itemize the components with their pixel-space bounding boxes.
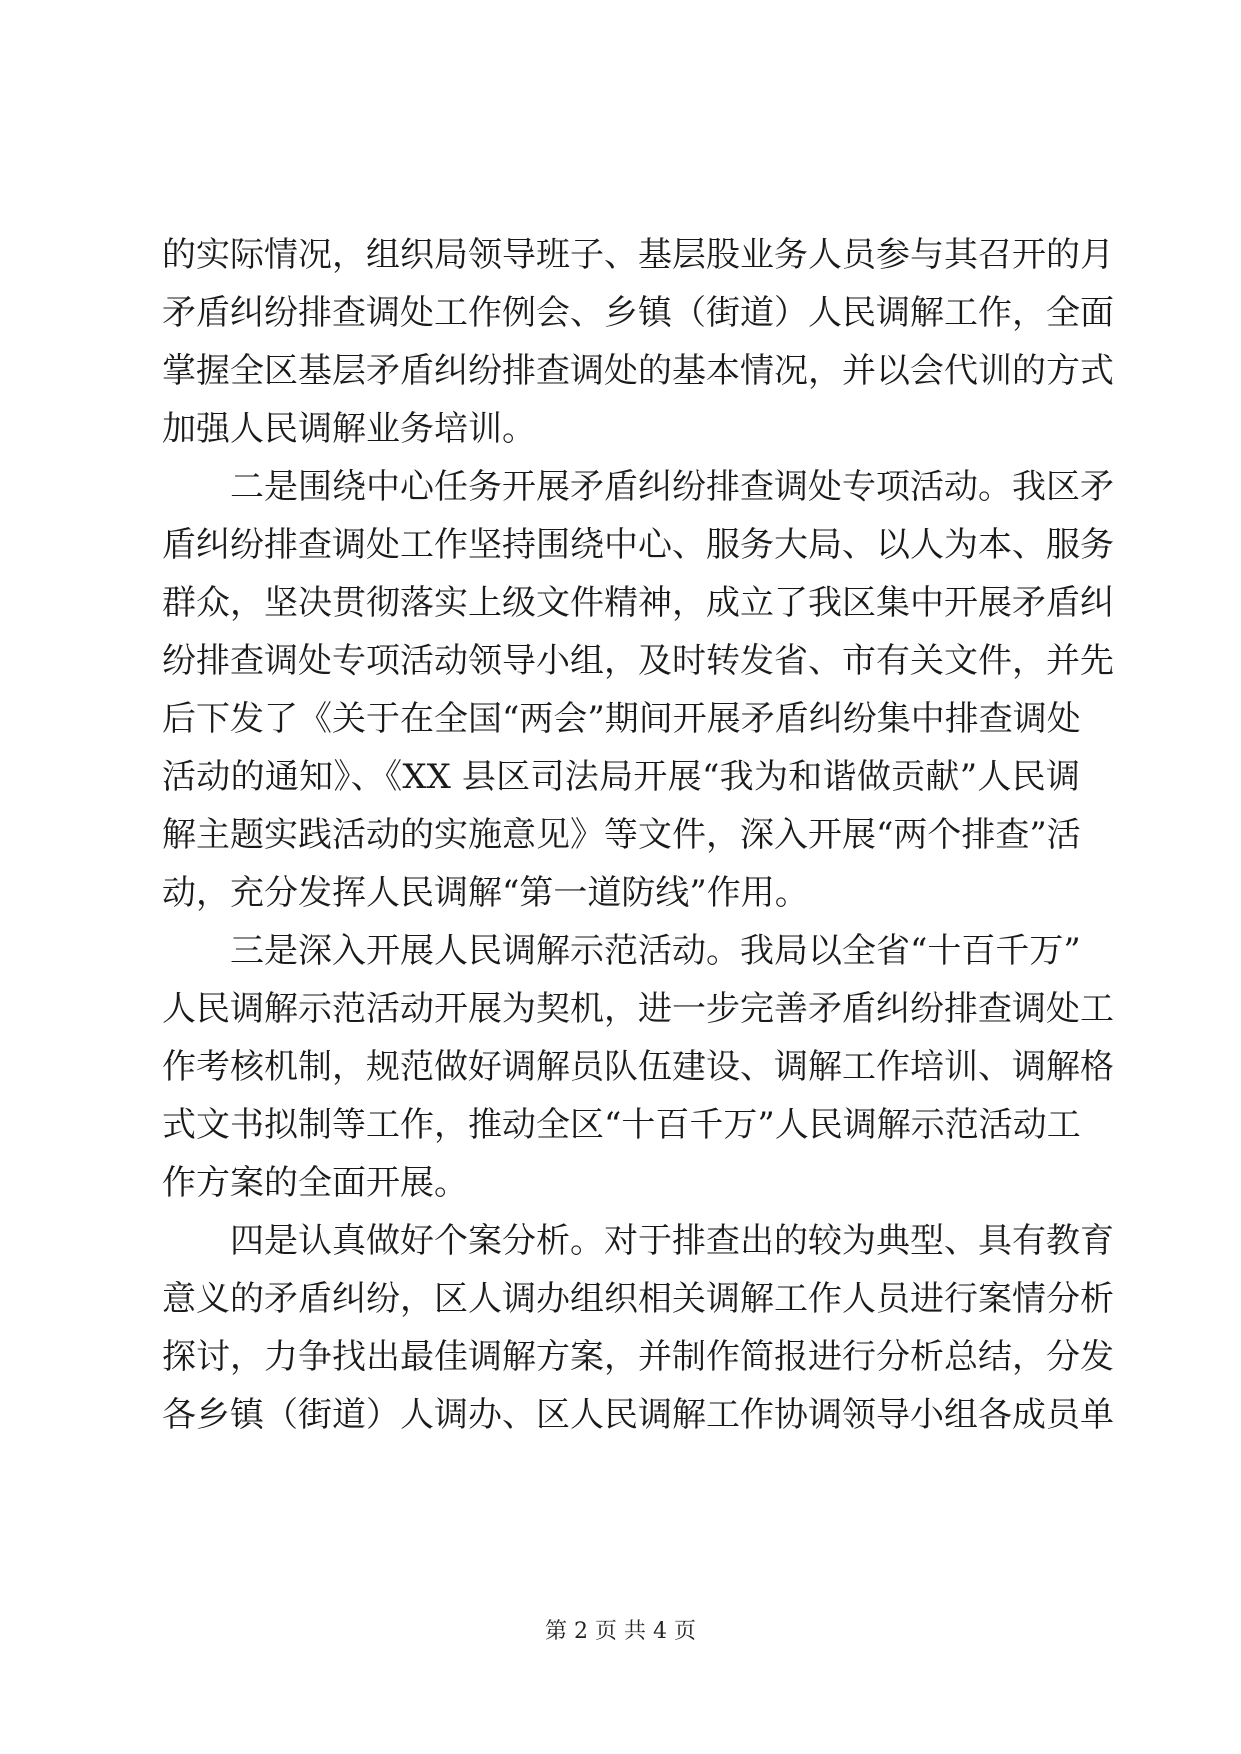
document-body: [162, 226, 1114, 1444]
paragraph: [162, 458, 1114, 922]
text-line: 四是认真做好个案分析。对于排查出的较为典型、具有教育: [230, 1221, 1114, 1261]
text-line: 作方案的全面开展。: [162, 1163, 468, 1203]
text-line: 作考核机制，规范做好调解员队伍建设、调解工作培训、调解格: [162, 1047, 1114, 1087]
text-line: 三是深入开展人民调解示范活动。我局以全省“十百千万”: [230, 931, 1081, 971]
text-line: 加强人民调解业务培训。: [162, 409, 536, 449]
text-line: 式文书拟制等工作，推动全区“十百千万”人民调解示范活动工: [162, 1105, 1081, 1145]
text-line: 活动的通知》、《XX 县区司法局开展“我为和谐做贡献”人民调: [162, 757, 1080, 797]
text-line: 后下发了《关于在全国“两会”期间开展矛盾纠纷集中排查调处: [162, 699, 1081, 739]
text-line: 纷排查调处专项活动领导小组，及时转发省、市有关文件，并先: [162, 641, 1114, 681]
text-line: 解主题实践活动的实施意见》等文件，深入开展“两个排查”活: [162, 815, 1081, 855]
paragraph: [162, 922, 1114, 1212]
text-line: 群众，坚决贯彻落实上级文件精神，成立了我区集中开展矛盾纠: [162, 583, 1114, 623]
text-line: 的实际情况，组织局领导班子、基层股业务人员参与其召开的月: [162, 235, 1114, 275]
page-number-footer: 第 2 页 共 4 页: [545, 1619, 696, 1644]
text-line: 各乡镇（街道）人调办、区人民调解工作协调领导小组各成员单: [162, 1395, 1114, 1435]
text-line: 意义的矛盾纠纷，区人调办组织相关调解工作人员进行案情分析: [162, 1279, 1114, 1319]
text-line: 人民调解示范活动开展为契机，进一步完善矛盾纠纷排查调处工: [162, 989, 1114, 1029]
text-line: 动，充分发挥人民调解“第一道防线”作用。: [162, 873, 809, 913]
paragraph: [162, 1212, 1114, 1444]
text-line: 盾纠纷排查调处工作坚持围绕中心、服务大局、以人为本、服务: [162, 525, 1114, 565]
text-line: 二是围绕中心任务开展矛盾纠纷排查调处专项活动。我区矛: [230, 467, 1114, 507]
paragraph: [162, 226, 1114, 458]
text-line: 探讨，力争找出最佳调解方案，并制作简报进行分析总结，分发: [162, 1337, 1114, 1377]
text-line: 矛盾纠纷排查调处工作例会、乡镇（街道）人民调解工作，全面: [162, 293, 1114, 333]
text-line: 掌握全区基层矛盾纠纷排查调处的基本情况，并以会代训的方式: [162, 351, 1114, 391]
